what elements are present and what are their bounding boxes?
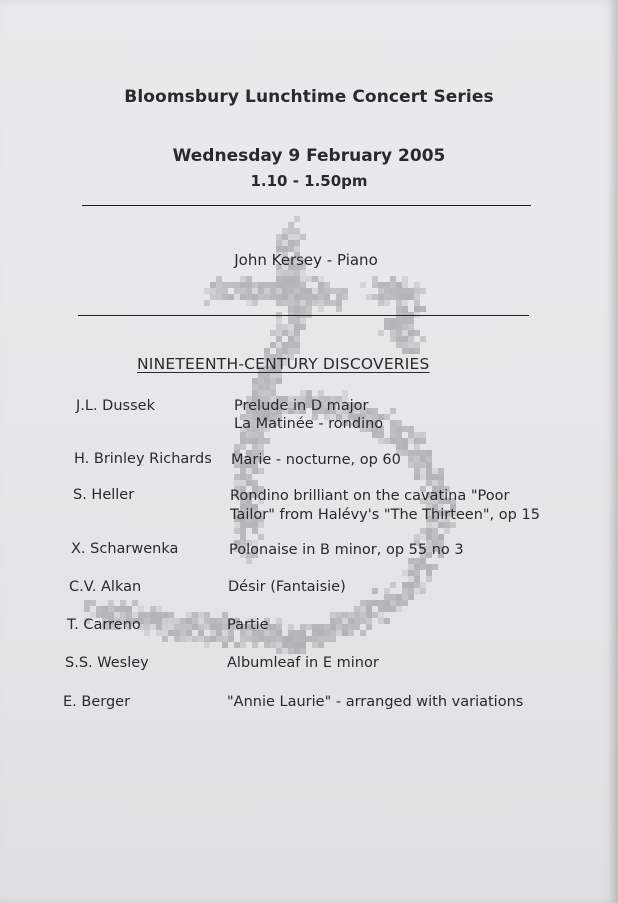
paper-edge-shadow — [608, 0, 618, 903]
work-dussek-1: Prelude in D major — [234, 398, 369, 414]
series-title: Bloomsbury Lunchtime Concert Series — [124, 87, 494, 107]
program-heading: NINETEENTH-CENTURY DISCOVERIES — [137, 355, 430, 373]
work-heller-2: Tailor" from Halévy's "The Thirteen", op 15 — [230, 507, 540, 523]
work-berger: "Annie Laurie" - arranged with variations — [227, 694, 524, 710]
work-dussek-2: La Matinée - rondino — [234, 416, 384, 432]
work-alkan: Désir (Fantaisie) — [228, 579, 346, 595]
divider-top — [82, 205, 531, 206]
concert-time: 1.10 - 1.50pm — [250, 172, 368, 190]
work-carreno: Partie — [227, 617, 269, 633]
composer-wesley: S.S. Wesley — [65, 655, 149, 671]
concert-date: Wednesday 9 February 2005 — [172, 146, 446, 166]
work-scharwenka: Polonaise in B minor, op 55 no 3 — [229, 542, 464, 558]
composer-berger: E. Berger — [63, 694, 131, 710]
divider-bottom — [78, 315, 529, 316]
composer-heller: S. Heller — [73, 487, 135, 503]
composer-brinley-richards: H. Brinley Richards — [74, 451, 212, 467]
composer-alkan: C.V. Alkan — [69, 579, 142, 595]
work-heller-1: Rondino brilliant on the cavatina "Poor — [230, 488, 510, 504]
work-wesley: Albumleaf in E minor — [227, 655, 379, 671]
composer-scharwenka: X. Scharwenka — [71, 541, 179, 557]
composer-dussek: J.L. Dussek — [76, 398, 155, 414]
work-brinley-richards: Marie - nocturne, op 60 — [231, 452, 401, 468]
composer-carreno: T. Carreno — [67, 617, 141, 633]
performer-name: John Kersey - Piano — [234, 251, 378, 269]
